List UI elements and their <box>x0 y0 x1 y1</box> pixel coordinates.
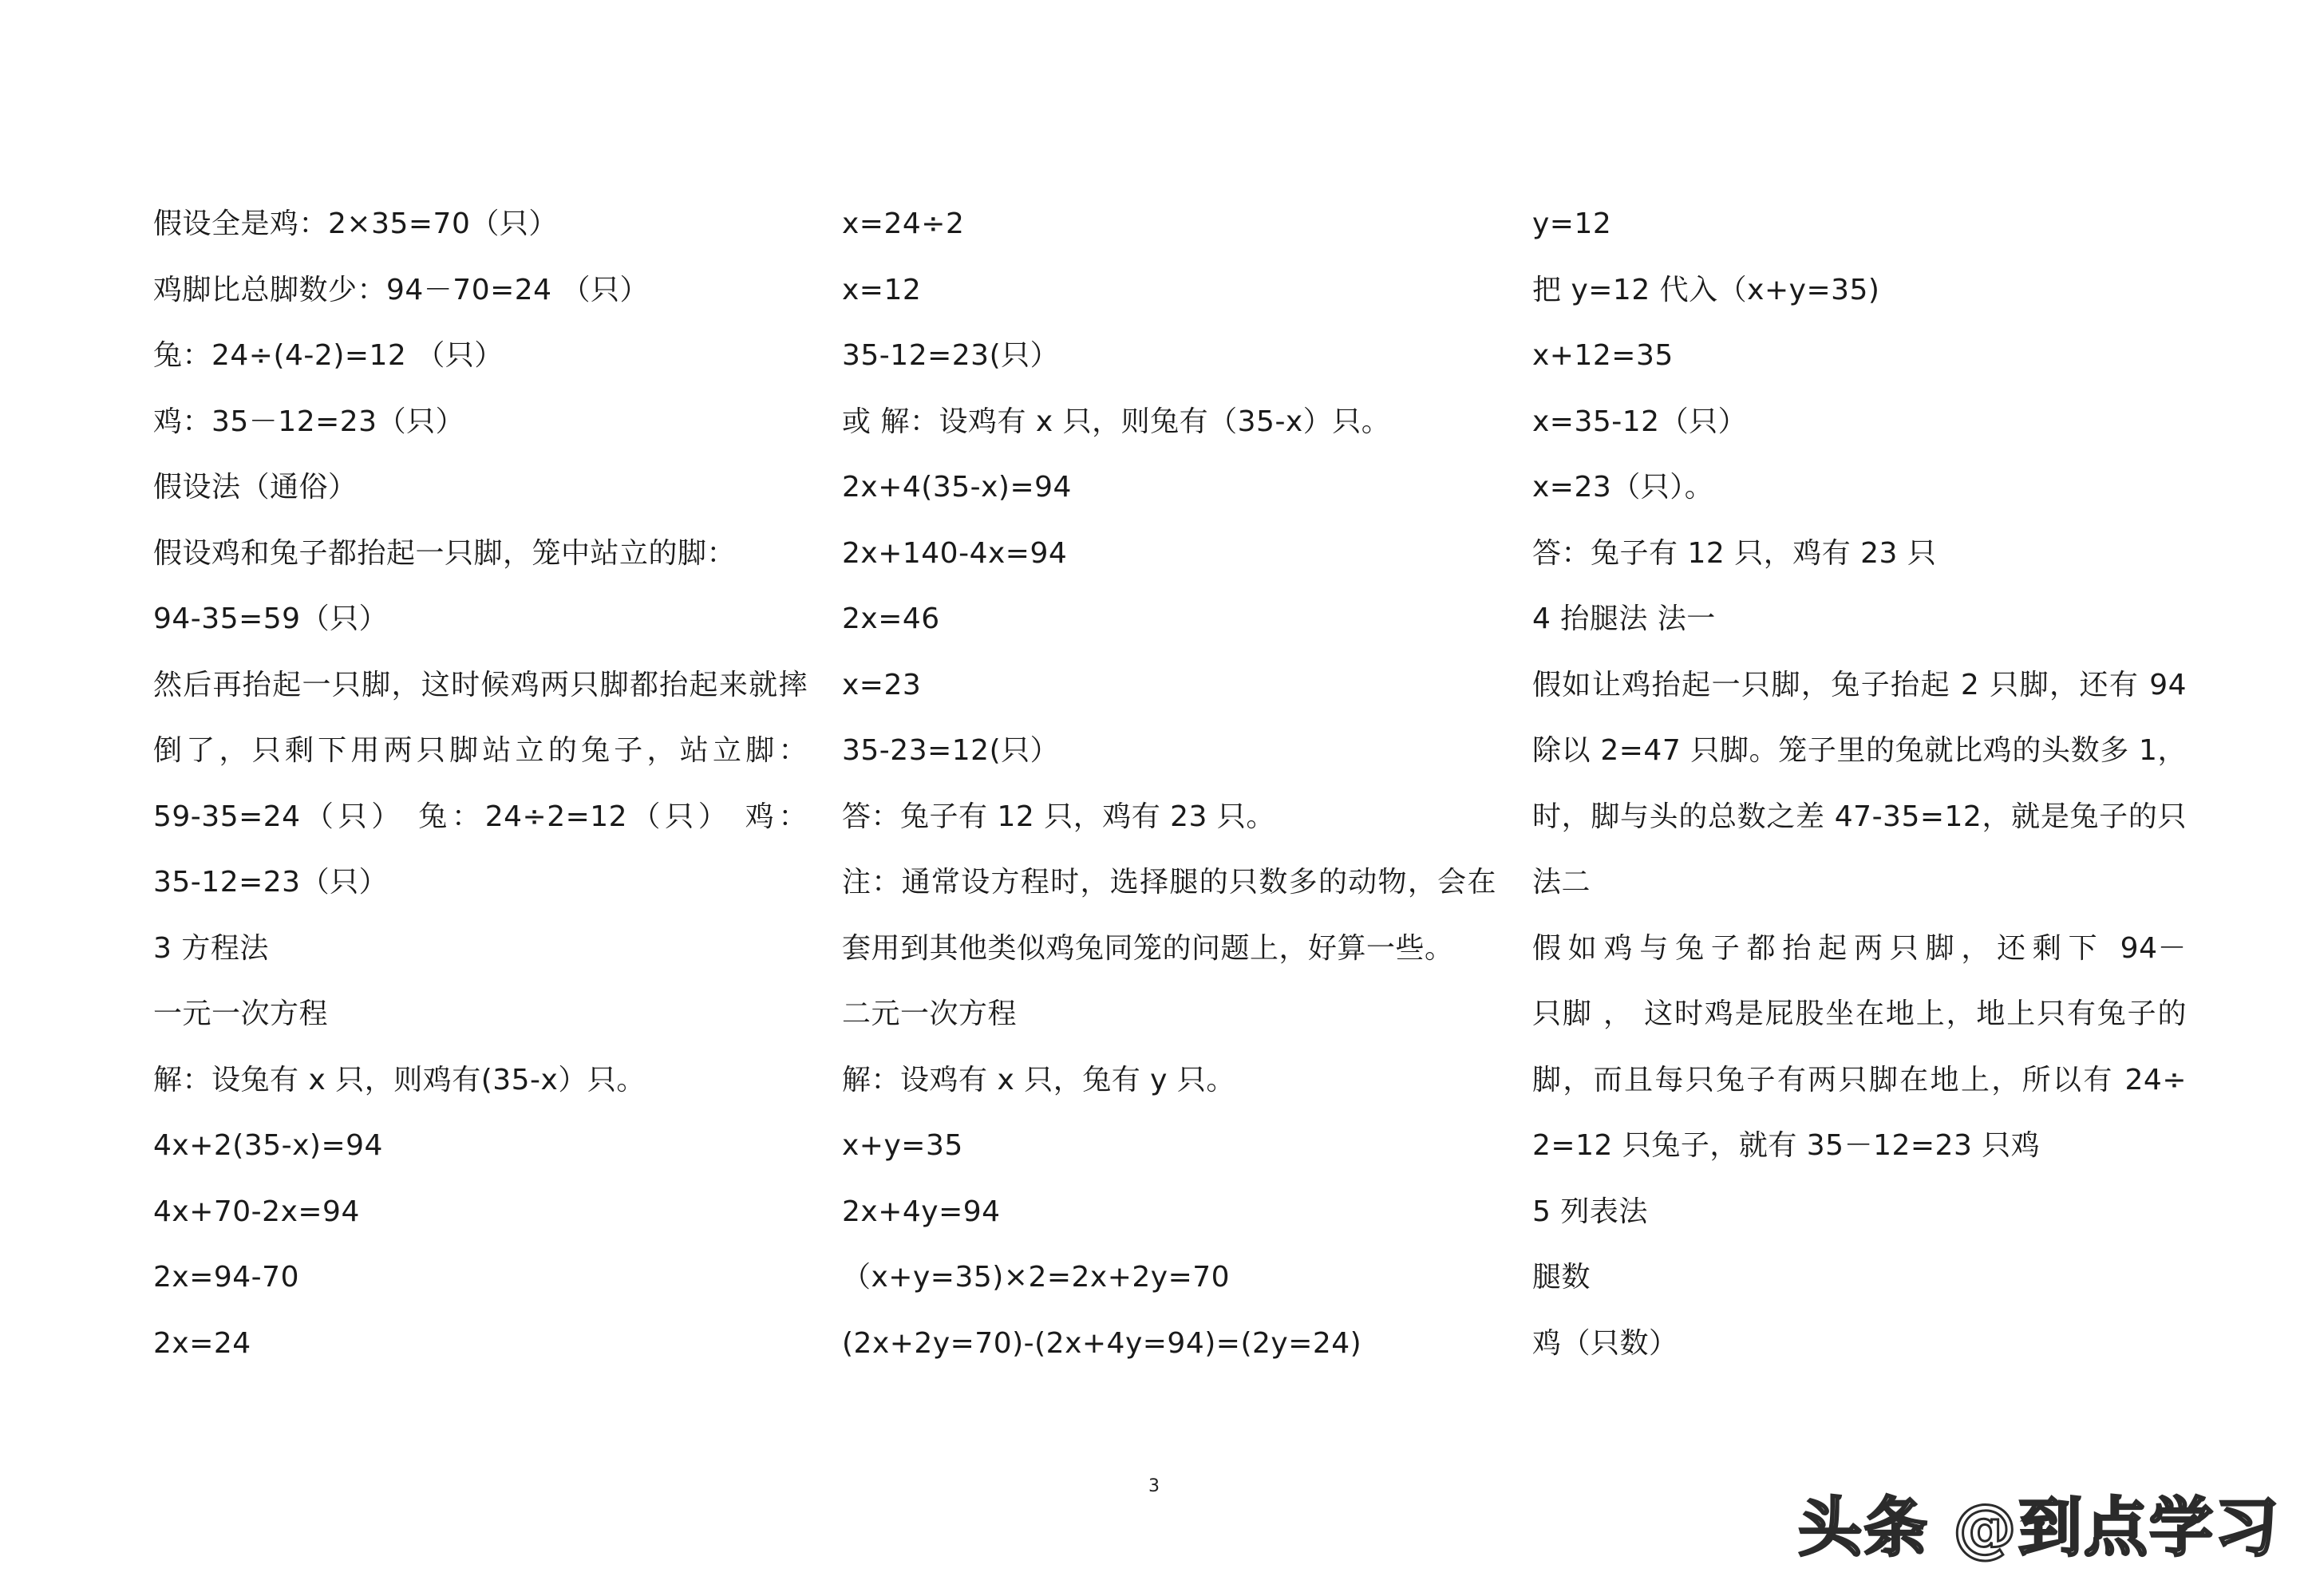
text-line: 解：设兔有 x 只，则鸡有(35-x）只。 <box>153 1063 646 1096</box>
equation-line: x=24÷2 <box>842 207 965 240</box>
text-line: 假如鸡与兔子都抬起两只脚，还剩下 94－ <box>1532 931 2187 965</box>
text-line: 把 y=12 代入（x+y=35) <box>1532 273 1880 306</box>
text-column-middle <box>842 196 1496 1381</box>
text-line: 除以 2=47 只脚。笼子里的兔就比鸡的头数多 1， <box>1532 734 2187 767</box>
text-line: 倒了，只剩下用两只脚站立的兔子，站立脚： <box>153 734 808 767</box>
equation-line: 4x+70-2x=94 <box>153 1195 360 1228</box>
equation-line: y=12 <box>1532 207 1612 240</box>
text-line: 脚，而且每只兔子有两只脚在地上，所以有 24÷ <box>1532 1063 2187 1096</box>
text-line: 2=12 只兔子，就有 35－12=23 只鸡 <box>1532 1129 2041 1162</box>
text-column-left <box>153 196 808 1381</box>
watermark: 头条 @到点学习 <box>1798 1491 2280 1565</box>
text-line: 答：兔子有 12 只，鸡有 23 只 <box>1532 536 1937 570</box>
equation-line: （x+y=35)×2=2x+2y=70 <box>842 1261 1231 1294</box>
page-number: 3 <box>1148 1476 1160 1496</box>
text-line: 假设鸡和兔子都抬起一只脚，笼中站立的脚： <box>153 536 737 570</box>
equation-line: 2x+4(35-x)=94 <box>842 471 1072 504</box>
equation-line: 2x=46 <box>842 602 940 635</box>
section-heading: 3 方程法 <box>153 931 269 965</box>
equation-line: (2x+2y=70)-(2x+4y=94)=(2y=24) <box>842 1326 1362 1360</box>
text-line: 假设法（通俗） <box>153 471 358 504</box>
equation-line: 2x+140-4x=94 <box>842 536 1068 570</box>
text-line: 35-12=23（只） <box>153 866 389 899</box>
equation-line: 2x=24 <box>153 1326 251 1360</box>
text-line: 注：通常设方程时，选择腿的只数多的动物，会在 <box>842 866 1496 899</box>
equation-line: x+12=35 <box>1532 339 1674 372</box>
section-heading: 5 列表法 <box>1532 1195 1648 1228</box>
text-line: 时，脚与头的总数之差 47-35=12，就是兔子的只 <box>1532 800 2187 833</box>
text-line: 兔：24÷(4-2)=12 （只） <box>153 339 504 372</box>
text-line: 鸡脚比总脚数少：94－70=24 （只） <box>153 273 650 306</box>
text-line: 鸡：35－12=23（只） <box>153 405 465 438</box>
equation-line: 35-23=12(只） <box>842 734 1060 767</box>
equation-line: x=12 <box>842 273 922 306</box>
text-line: 法二 <box>1532 866 1591 899</box>
text-line: 假设全是鸡：2×35=70（只） <box>153 207 558 240</box>
equation-line: x=35-12（只） <box>1532 405 1748 438</box>
equation-line: x+y=35 <box>842 1129 963 1162</box>
text-line: 59-35=24（只） 兔：24÷2=12（只） 鸡： <box>153 800 808 833</box>
equation-line: x=23（只）。 <box>1532 471 1714 504</box>
equation-line: 2x+4y=94 <box>842 1195 1001 1228</box>
equation-line: 2x=94-70 <box>153 1261 299 1294</box>
text-line: 一元一次方程 <box>153 998 329 1030</box>
text-line: 答：兔子有 12 只，鸡有 23 只。 <box>842 800 1275 833</box>
equation-line: 4x+2(35-x)=94 <box>153 1129 383 1162</box>
text-line: 腿数 <box>1532 1261 1591 1294</box>
section-heading: 4 抬腿法 法一 <box>1532 602 1716 635</box>
text-line: 或 解：设鸡有 x 只，则兔有（35-x）只。 <box>842 405 1391 438</box>
equation-line: x=23 <box>842 668 922 701</box>
text-line: 只脚 ， 这时鸡是屁股坐在地上，地上只有兔子的 <box>1532 998 2187 1030</box>
text-line: 二元一次方程 <box>842 998 1018 1030</box>
text-line: 94-35=59（只） <box>153 602 389 635</box>
text-line: 解：设鸡有 x 只，兔有 y 只。 <box>842 1063 1235 1096</box>
equation-line: 35-12=23(只） <box>842 339 1060 372</box>
text-column-right <box>1532 196 2187 1381</box>
text-line: 然后再抬起一只脚，这时候鸡两只脚都抬起来就摔 <box>153 668 808 701</box>
text-line: 假如让鸡抬起一只脚，兔子抬起 2 只脚，还有 94 <box>1532 668 2187 701</box>
text-line: 鸡（只数） <box>1532 1326 1678 1360</box>
text-line: 套用到其他类似鸡兔同笼的问题上，好算一些。 <box>842 931 1454 965</box>
